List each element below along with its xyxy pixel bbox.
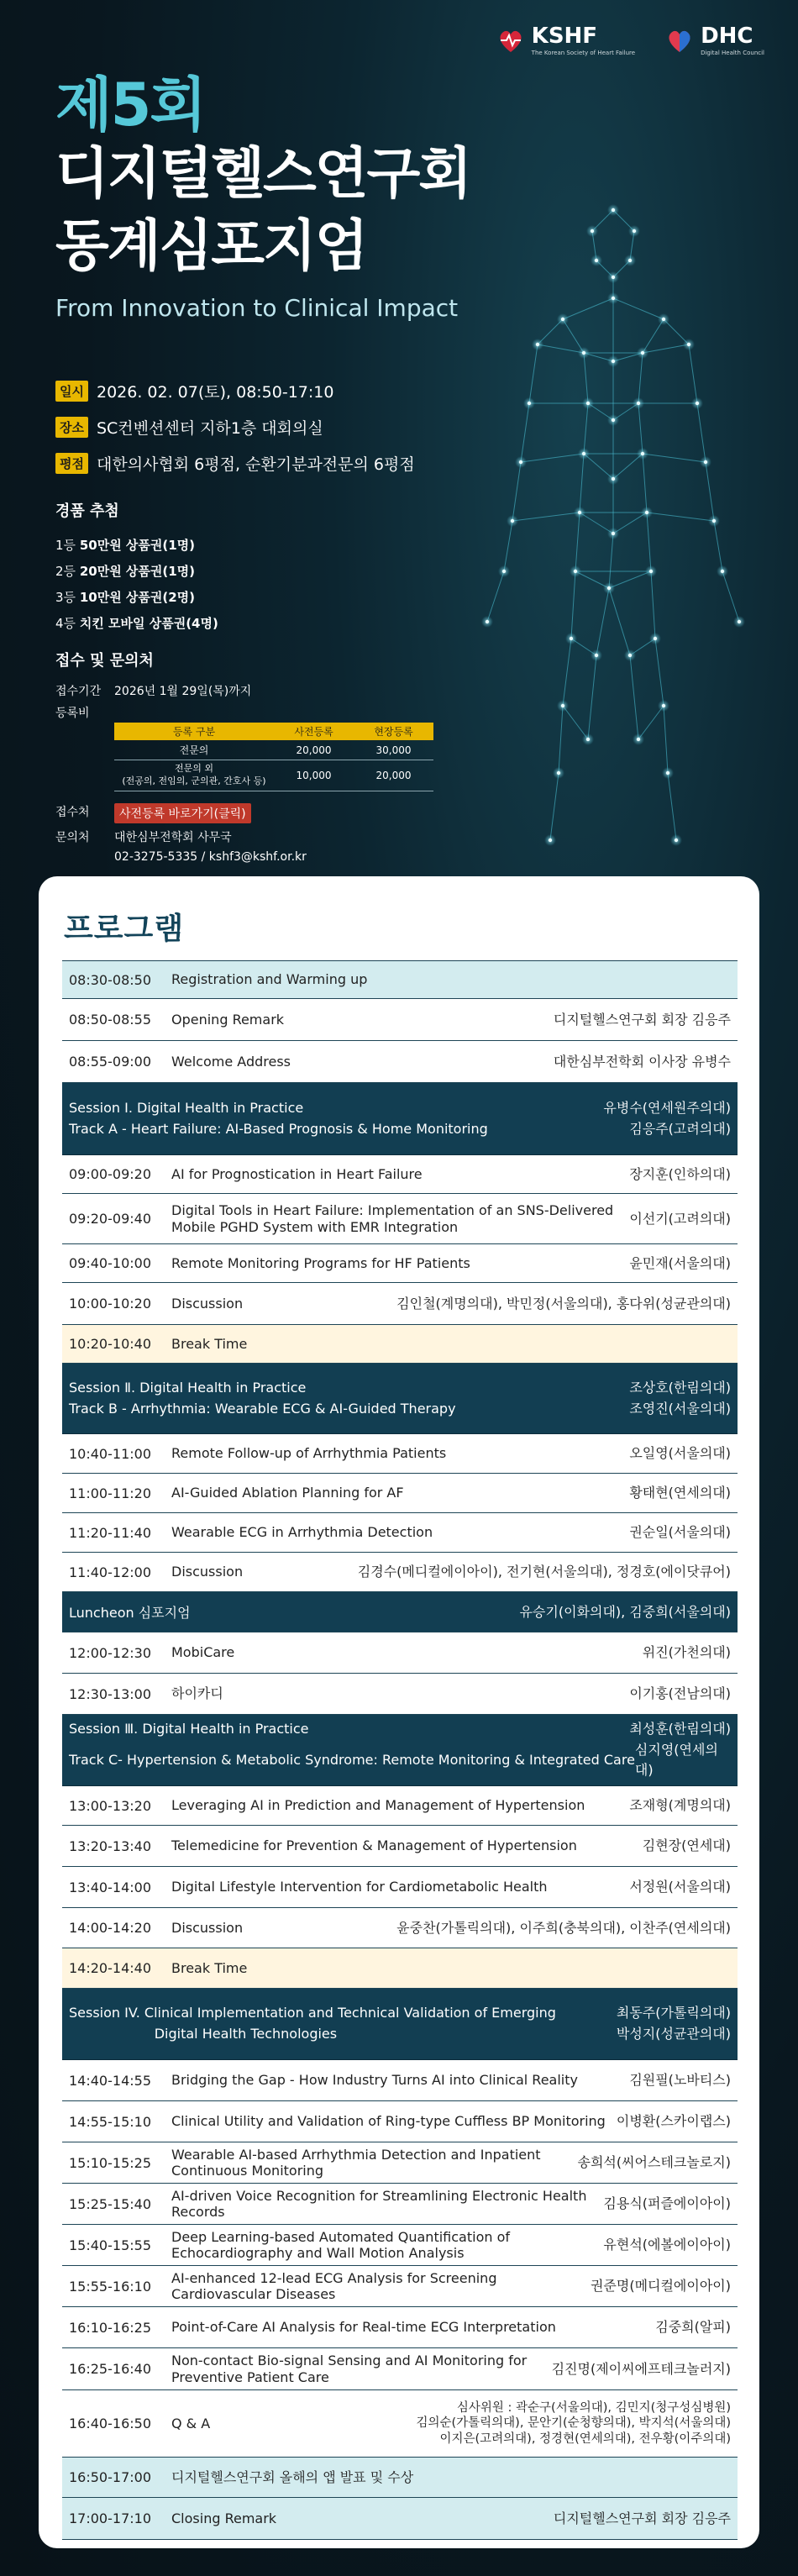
talk-title: Welcome Address (171, 1053, 291, 1070)
credit-text: 대한의사협회 6평점, 순환기분과전문의 6평점 (96, 455, 415, 474)
talk-title: Wearable AI-based Arrhythmia Detection and Inpatient Continuous Monitoring (171, 2146, 541, 2179)
figure-link (529, 344, 538, 403)
figure-link (550, 773, 559, 840)
figure-link (596, 588, 609, 655)
schedule-row (62, 1908, 738, 1948)
figure-node (704, 460, 707, 464)
figure-link (512, 513, 580, 521)
figure-node (582, 452, 585, 455)
figure-link (588, 655, 596, 739)
figure-node (687, 343, 690, 346)
figure-link (571, 571, 575, 639)
talk-title: Digital Tools in Heart Failure: Implementation of an SNS-Delivered Mobile PGHD System with EMR Integration (171, 1202, 614, 1235)
schedule-row (62, 2184, 738, 2225)
figure-link (697, 403, 706, 462)
figure-node (578, 511, 581, 514)
session-header-row (62, 1364, 738, 1434)
session-header-row (62, 1989, 738, 2060)
session-title: Session Ⅲ. Digital Health in Practice (69, 1720, 309, 1737)
session-header-row (62, 1083, 738, 1155)
figure-link (563, 319, 584, 353)
break-row (62, 1325, 738, 1364)
speaker: 권순일(서울의대) (629, 1524, 731, 1540)
talk-title: AI for Prognostication in Heart Failure (171, 1165, 423, 1182)
time-slot: 10:40-11:00 (69, 1445, 151, 1462)
time-slot: 11:20-11:40 (69, 1524, 151, 1541)
prize-item: 4등 치킨 모바일 상품권(4명) (55, 616, 218, 631)
figure-node (536, 343, 539, 346)
figure-node (612, 208, 615, 212)
figure-link (580, 454, 584, 513)
speaker: 위진(가천의대) (642, 1644, 731, 1660)
talk-title: Deep Learning-based Automated Quantification of Echocardiography and Wall Motion Analysis (171, 2228, 510, 2261)
figure-link (630, 655, 638, 739)
figure-node (612, 418, 615, 422)
speaker: 윤민재(서울의대) (629, 1254, 731, 1271)
time-slot: 14:40-14:55 (69, 2072, 151, 2089)
schedule-row (62, 2498, 738, 2540)
figure-node (628, 654, 632, 657)
speaker: 김중희(알피) (655, 2319, 731, 2335)
talk-title: MobiCare (171, 1644, 235, 1661)
figure-node (612, 532, 615, 535)
figure-link (563, 639, 571, 706)
schedule-row (62, 2266, 738, 2307)
session-line (69, 2024, 731, 2045)
talk-title: 디지털헬스연구회 올해의 앱 발표 및 수상 (171, 2468, 414, 2485)
speaker: 디지털헬스연구회 회장 김응주 (553, 2510, 731, 2526)
session-chair: 최동주(가톨릭의대) (616, 2005, 731, 2021)
speaker: 이선기(고려의대) (629, 1210, 731, 1227)
fee-label-row: 등록비 (55, 707, 90, 720)
schedule-row (62, 2101, 738, 2142)
logo-group (496, 25, 764, 56)
figure-link (613, 513, 647, 534)
talk-title: Break Time (171, 1335, 248, 1352)
time-slot: 09:20-09:40 (69, 1211, 151, 1227)
time-slot: 08:50-08:55 (69, 1012, 151, 1028)
talk-title: 하이카디 (171, 1685, 223, 1702)
figure-link (647, 513, 651, 571)
figure-link (521, 454, 584, 462)
time-slot: 11:40-12:00 (69, 1564, 151, 1580)
prize-item: 3등 10만원 상품권(2명) (55, 590, 196, 605)
speaker: 조재형(계명의대) (629, 1797, 731, 1813)
figure-link (609, 534, 613, 588)
talk-title: Break Time (171, 1959, 248, 1976)
speaker: 심사위원 : 곽순구(서울의대), 김민지(청구성심병원) 김의순(가톨릭의대), 문안기(순청향의대), 박지석(서울의대) 이지은(고려의대), 정경현(연세의대), 전우황(이주의대) (416, 2401, 731, 2446)
figure-link (613, 298, 664, 319)
figure-link (638, 353, 643, 403)
speaker: 김경수(메디컬에이아이), 전기현(서울의대), 정경호(에이닷큐어) (357, 1564, 731, 1580)
talk-title: Clinical Utility and Validation of Ring-type Cuffless BP Monitoring (171, 2113, 606, 2130)
session-header-row (62, 1715, 738, 1786)
speaker: 김용식(퍼즐에이아이) (603, 2195, 731, 2211)
speaker: 김현장(연세대) (642, 1837, 731, 1853)
figure-node (612, 297, 615, 300)
prize-title: 경품 추첨 (55, 502, 119, 520)
kshf-logo-sub: The Korean Society of Heart Failure (531, 50, 636, 56)
session-chair: 김응주(고려의대) (629, 1120, 731, 1137)
figure-node (528, 402, 531, 405)
figure-node (649, 570, 653, 573)
figure-link (714, 521, 722, 571)
schedule-row (62, 1283, 738, 1325)
figure-node (586, 738, 590, 741)
figure-node (633, 229, 636, 233)
prize-section (55, 499, 218, 640)
time-slot: 16:25-16:40 (69, 2361, 151, 2377)
figure-node (561, 318, 564, 321)
talk-title: Q & A (171, 2415, 211, 2431)
speaker: 디지털헬스연구회 회장 김응주 (553, 1011, 731, 1028)
session-chair: 조영진(서울의대) (629, 1400, 731, 1417)
schedule-row (62, 2390, 738, 2458)
schedule-row (62, 1155, 738, 1194)
schedule-row (62, 1041, 738, 1083)
time-slot: 08:55-09:00 (69, 1054, 151, 1070)
schedule-row (62, 999, 738, 1041)
session-chair: 최성훈(한림의대) (629, 1720, 731, 1737)
program-title: 프로그램 (64, 912, 185, 946)
figure-link (647, 513, 714, 521)
time-slot: 16:50-17:00 (69, 2469, 151, 2485)
prize-item: 2등 20만원 상품권(1명) (55, 564, 196, 579)
figure-link (638, 403, 643, 454)
kshf-logo-text: KSHF (531, 24, 598, 49)
time-slot: 15:10-15:25 (69, 2154, 151, 2171)
talk-title: Remote Follow-up of Arrhythmia Patients (171, 1445, 447, 1462)
registration-title: 접수 및 문의처 (55, 652, 154, 670)
talk-title: Remote Monitoring Programs for HF Patients (171, 1254, 470, 1271)
time-slot: 08:30-08:50 (69, 971, 151, 988)
hero-block (55, 71, 471, 322)
schedule-row (62, 1867, 738, 1908)
time-slot: 11:00-11:20 (69, 1485, 151, 1501)
figure-node (612, 276, 615, 279)
figure-node (637, 738, 640, 741)
contact-detail-row: 02-3275-5335 / kshf3@kshf.or.kr (114, 849, 307, 864)
break-row (62, 1948, 738, 1989)
talk-title: AI-driven Voice Recognition for Streamlining Electronic Health Records (171, 2187, 587, 2220)
program-table (62, 960, 738, 2540)
program-card (39, 876, 759, 2548)
figure-node (637, 402, 640, 405)
event-info (55, 380, 415, 488)
luncheon-chairs: 유승기(이화의대), 김중희(서울의대) (519, 1603, 731, 1620)
figure-node (582, 351, 585, 355)
time-slot: 13:00-13:20 (69, 1797, 151, 1814)
speaker: 장지훈(인하의대) (629, 1165, 731, 1182)
session-chair: 심지영(연세의대) (634, 1741, 718, 1779)
figure-link (643, 344, 689, 353)
session-chair: 박성지(성균관의대) (616, 2026, 731, 2042)
talk-title: Opening Remark (171, 1011, 285, 1028)
figure-link (563, 298, 613, 319)
schedule-row (62, 2458, 738, 2498)
time-slot: 15:55-16:10 (69, 2278, 151, 2295)
place-row (55, 416, 415, 439)
schedule-row (62, 1474, 738, 1513)
speaker: 황태현(연세의대) (629, 1485, 731, 1501)
time-slot: 13:40-14:00 (69, 1879, 151, 1895)
figure-node (662, 318, 665, 321)
schedule-row (62, 2142, 738, 2184)
talk-title: Discussion (171, 1295, 244, 1312)
date-text: 2026. 02. 07(토), 08:50-17:10 (96, 383, 334, 402)
session-line (69, 1378, 731, 1399)
place-tag: 장소 (55, 417, 88, 438)
apply-row: 접수처 사전등록 바로가기(클릭) (55, 803, 450, 823)
figure-node (612, 360, 615, 363)
time-slot: 10:00-10:20 (69, 1296, 151, 1312)
speaker: 이기홍(전남의대) (629, 1685, 731, 1701)
figure-node (561, 704, 564, 707)
contact-row: 문의처 대한심부전학회 사무국 (55, 830, 232, 844)
speaker: 김인철(계명의대), 박민정(서울의대), 홍다위(성균관의대) (396, 1295, 731, 1312)
speaker: 윤중찬(가톨릭의대), 이주희(충북의대), 이찬주(연세의대) (396, 1919, 731, 1936)
pre-registration-link[interactable]: 사전등록 바로가기(클릭) (114, 803, 251, 823)
figure-node (607, 586, 611, 590)
figure-link (504, 521, 512, 571)
figure-link (722, 571, 739, 622)
talk-title: Wearable ECG in Arrhythmia Detection (171, 1524, 433, 1541)
session-title: Track C- Hypertension & Metabolic Syndrome: Remote Monitoring & Integrated Care (69, 1751, 635, 1768)
figure-link (575, 513, 580, 571)
schedule-row (62, 2060, 738, 2101)
figure-link (609, 588, 630, 655)
prize-item: 1등 50만원 상품권(1명) (55, 538, 196, 553)
schedule-row (62, 1244, 738, 1283)
schedule-row (62, 2348, 738, 2390)
session-line (69, 1399, 731, 1420)
time-slot: 09:40-10:00 (69, 1255, 151, 1271)
figure-link (521, 403, 529, 462)
title-line-2: 동계심포지엄 (55, 213, 367, 278)
time-slot: 15:25-15:40 (69, 2195, 151, 2212)
dhc-logo-text: DHC (701, 24, 753, 49)
session-title: Digital Health Technologies (69, 2026, 338, 2042)
figure-link (512, 462, 521, 521)
speaker: 서정원(서울의대) (629, 1879, 731, 1895)
date-tag: 일시 (55, 381, 88, 402)
figure-node (645, 511, 648, 514)
schedule-row (62, 1434, 738, 1474)
figure-node (738, 620, 741, 623)
speaker: 유현석(에볼에이아이) (603, 2237, 731, 2253)
figure-node (641, 452, 644, 455)
speaker: 김원필(노바티스) (629, 2072, 731, 2088)
credit-row (55, 452, 415, 475)
figure-node (721, 570, 724, 573)
figure-node (574, 570, 577, 573)
talk-title: Registration and Warming up (171, 971, 368, 988)
figure-link (668, 773, 676, 840)
talk-title: AI-enhanced 12-lead ECG Analysis for Screening Cardiovascular Diseases (171, 2269, 497, 2302)
time-slot: 16:10-16:25 (69, 2319, 151, 2336)
dhc-logo-sub: Digital Health Council (701, 50, 764, 56)
credit-tag: 평점 (55, 453, 88, 474)
schedule-row (62, 1826, 738, 1867)
session-line (69, 1098, 731, 1119)
figure-node (696, 402, 699, 405)
figure-node (654, 637, 657, 640)
session-line (69, 1119, 731, 1140)
figure-node (628, 259, 632, 262)
figure-node (519, 460, 522, 464)
figure-link (643, 454, 647, 513)
digital-human-figure-illustration (437, 151, 790, 874)
figure-node (595, 259, 598, 262)
figure-node (591, 229, 594, 233)
subtitle: From Innovation to Clinical Impact (55, 293, 459, 322)
figure-link (664, 706, 668, 773)
talk-title: Non-contact Bio-signal Sensing and AI Monitoring for Preventive Patient Care (171, 2353, 528, 2385)
figure-link (559, 706, 563, 773)
figure-link (689, 344, 697, 403)
fee-table: 등록 구분 사전등록 현장등록 전문의 20,000 30,000 전문의 외 (전공의, 전임의, 군의관, 간호사 등) 10,000 20,000 (114, 723, 433, 791)
speaker: 김진명(제이씨에프테크놀러지) (551, 2360, 731, 2377)
time-slot: 17:00-17:10 (69, 2510, 151, 2526)
figure-link (651, 571, 655, 639)
figure-link (584, 403, 588, 454)
schedule-row (62, 1553, 738, 1592)
session-line (69, 2003, 731, 2024)
dhc-heart-icon (665, 27, 694, 55)
schedule-row (62, 2225, 738, 2266)
talk-title: Discussion (171, 1919, 244, 1936)
figure-node (557, 771, 560, 775)
time-slot: 14:55-15:10 (69, 2113, 151, 2130)
speaker: 오일영(서울의대) (629, 1445, 731, 1461)
talk-title: Digital Lifestyle Intervention for Cardiometabolic Health (171, 1879, 548, 1895)
session-line (69, 1719, 731, 1740)
date-row (55, 380, 415, 402)
figure-node (595, 654, 598, 657)
figure-node (675, 839, 678, 842)
figure-link (643, 319, 664, 353)
talk-title: AI-Guided Ablation Planning for AF (171, 1485, 404, 1501)
figure-link (487, 571, 504, 622)
speaker: 송희석(씨어스테크놀로지) (577, 2154, 731, 2170)
figure-link (706, 462, 714, 521)
figure-node (586, 402, 590, 405)
session-chair: 조상호(한림의대) (629, 1379, 731, 1396)
edition-number: 제5회 (55, 71, 205, 139)
figure-link (643, 454, 706, 462)
session-title: Track B - Arrhythmia: Wearable ECG & AI-Guided Therapy (69, 1400, 456, 1417)
schedule-row (62, 960, 738, 999)
time-slot: 12:30-13:00 (69, 1685, 151, 1702)
schedule-row (62, 1674, 738, 1715)
registration-section (55, 649, 450, 869)
time-slot: 14:00-14:20 (69, 1920, 151, 1936)
figure-node (662, 704, 665, 707)
figure-node (712, 519, 716, 523)
time-slot: 10:20-10:40 (69, 1336, 151, 1352)
session-title: Session IV. Clinical Implementation and Technical Validation of Emerging (69, 2005, 556, 2021)
figure-link (584, 353, 588, 403)
luncheon-title: Luncheon 심포지엄 (69, 1605, 191, 1621)
dhc-logo (665, 25, 764, 56)
place-text: SC컨벤션센터 지하1층 대회의실 (96, 419, 323, 438)
session-chair: 유병수(연세원주의대) (603, 1099, 731, 1116)
time-slot: 09:00-09:20 (69, 1166, 151, 1182)
talk-title: Point-of-Care AI Analysis for Real-time ECG Interpretation (171, 2319, 556, 2336)
figure-link (638, 706, 664, 739)
schedule-row (62, 1632, 738, 1674)
session-title: Session Ⅱ. Digital Health in Practice (69, 1379, 307, 1396)
time-slot: 13:20-13:40 (69, 1837, 151, 1854)
period-row: 접수기간 2026년 1월 29일(목)까지 (55, 685, 252, 698)
session-title: Track A - Heart Failure: AI-Based Prognosis & Home Monitoring (69, 1120, 488, 1137)
figure-node (666, 771, 669, 775)
speaker: 권준명(메디컬에이아이) (590, 2278, 731, 2294)
time-slot: 14:20-14:40 (69, 1960, 151, 1976)
speaker: 이병환(스카이랩스) (616, 2113, 731, 2129)
schedule-row (62, 1513, 738, 1553)
figure-link (609, 571, 651, 588)
talk-title: Closing Remark (171, 2510, 277, 2526)
figure-node (486, 620, 489, 623)
figure-node (570, 637, 573, 640)
figure-node (549, 839, 552, 842)
session-title: Session Ⅰ. Digital Health in Practice (69, 1099, 304, 1116)
speaker: 대한심부전학회 이사장 유병수 (553, 1053, 731, 1070)
schedule-row (62, 2307, 738, 2348)
kshf-logo (496, 25, 635, 56)
figure-link (580, 513, 613, 534)
time-slot: 16:40-16:50 (69, 2416, 151, 2431)
figure-link (538, 344, 584, 353)
talk-title: Leveraging AI in Prediction and Management of Hypertension (171, 1797, 585, 1814)
talk-title: Bridging the Gap - How Industry Turns AI into Clinical Reality (171, 2072, 578, 2089)
talk-title: Telemedicine for Prevention & Management of Hypertension (171, 1837, 577, 1854)
figure-node (502, 570, 506, 573)
talk-title: Discussion (171, 1564, 244, 1580)
figure-node (641, 351, 644, 355)
time-slot: 12:00-12:30 (69, 1644, 151, 1661)
figure-link (563, 706, 588, 739)
session-line (69, 1740, 731, 1782)
time-slot: 15:40-15:55 (69, 2237, 151, 2253)
luncheon-row (62, 1592, 738, 1632)
schedule-row (62, 1194, 738, 1244)
figure-link (655, 639, 664, 706)
schedule-row (62, 1786, 738, 1826)
figure-node (612, 477, 615, 481)
title-line-1: 디지털헬스연구회 (55, 141, 471, 206)
kshf-heart-icon (496, 27, 525, 55)
figure-node (511, 519, 514, 523)
